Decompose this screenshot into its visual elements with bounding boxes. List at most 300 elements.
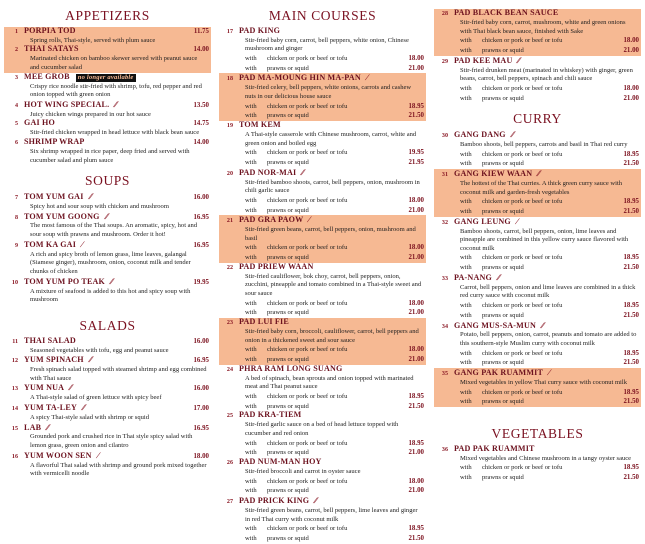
section-heading-section-appetizers: APPETIZERS [65, 8, 150, 23]
option-price: 18.95 [623, 198, 639, 206]
section-heading-section-curry: CURRY [513, 111, 562, 127]
menu-item-options [460, 197, 639, 216]
option-with-label: with [460, 94, 472, 102]
menu-item-name: YUM SPINACH [24, 355, 84, 365]
menu-item-options [245, 243, 424, 262]
option-with-label: with [245, 112, 257, 120]
spicy-chili-icon: / [79, 238, 84, 249]
menu-item-name: TOM KA GAI [24, 239, 77, 249]
menu-item-name-wrap [239, 496, 424, 506]
menu-item-number: 30 [441, 133, 448, 140]
option-price: 21.50 [408, 402, 424, 410]
menu-item [219, 73, 426, 121]
spicy-chili-icon: / [95, 449, 100, 460]
menu-item [219, 27, 426, 74]
menu-item-name-wrap [24, 337, 183, 346]
option-price: 21.00 [408, 64, 424, 72]
menu-item-price: 16.95 [193, 357, 209, 365]
spicy-chili-icon: // [80, 401, 86, 412]
menu-item-name-wrap [24, 73, 209, 82]
menu-item-price: 16.95 [193, 213, 209, 221]
spicy-chili-icon: // [45, 421, 50, 432]
menu-item-description: Stir-fried baby corn, carrot, bell peppers, white onion, Chinese mushroom and ginger [245, 36, 409, 53]
menu-item-price: 16.00 [193, 385, 209, 393]
option-price: 21.50 [623, 264, 639, 272]
option-price: 18.00 [408, 55, 424, 63]
menu-item-header [219, 168, 424, 179]
option-protein-label: prawns or squid [267, 206, 309, 214]
menu-item-option-row [460, 388, 639, 398]
option-with-label: with [245, 55, 257, 63]
menu-item-number: 31 [441, 172, 448, 179]
menu-item-header [4, 138, 209, 148]
menu-item-options [245, 477, 424, 496]
spicy-chili-icon: // [103, 210, 108, 221]
option-with-label: with [460, 398, 472, 406]
menu-item-name-wrap [24, 192, 183, 202]
menu-item-options [245, 54, 424, 73]
menu-item-options [460, 84, 639, 103]
menu-item-option-row [460, 84, 639, 94]
menu-item-number: 26 [226, 459, 233, 466]
menu-item [219, 168, 426, 216]
menu-item-header [4, 119, 209, 129]
menu-item-options [245, 148, 424, 167]
menu-item [219, 411, 426, 458]
menu-item-name-wrap [454, 368, 639, 378]
option-protein-label: chicken or pork or beef or tofu [482, 198, 563, 206]
menu-item-name: GANG LEUNG [454, 216, 511, 226]
menu-item-header [434, 273, 639, 284]
menu-item-name-wrap [454, 217, 639, 227]
option-price: 18.00 [623, 37, 639, 45]
menu-item-option-row [460, 311, 639, 321]
section-spacer [4, 165, 211, 169]
menu-item-option-row [245, 486, 424, 496]
menu-item [4, 383, 211, 403]
menu-item-name: TOM KEM [239, 120, 281, 130]
option-price: 18.95 [623, 388, 639, 396]
option-price: 18.95 [623, 464, 639, 472]
menu-item-header [4, 212, 209, 223]
option-price: 21.00 [408, 254, 424, 262]
option-price: 18.00 [408, 346, 424, 354]
menu-item [219, 458, 426, 496]
menu-item-name: PAD KING [239, 25, 281, 35]
menu-item-description: A Thai-style casserole with Chinese mushroom, carrot, white and green onion and boiled egg [245, 130, 417, 147]
menu-item-description: Carrot, bell peppers, onion and lime leaves are combined in a thick red curry sauce with coconut milk [460, 283, 636, 300]
option-with-label: with [245, 299, 257, 307]
menu-item-name-wrap [454, 130, 639, 140]
menu-item [4, 100, 211, 120]
menu-item-description: Mixed vegetables and Chinese mushroom in a tangy oyster sauce [460, 454, 632, 462]
menu-item [4, 119, 211, 138]
menu-item-description: A Thai-style salad of green lettuce with spicy beef [30, 394, 162, 402]
menu-item-option-row [245, 196, 424, 206]
spicy-chili-icon: / [307, 214, 311, 225]
column-left [0, 0, 215, 499]
menu-item-name: GANG KIEW WAAN [454, 169, 533, 179]
menu-item [4, 45, 211, 72]
option-with-label: with [245, 392, 257, 400]
menu-item-name-wrap [454, 9, 639, 18]
menu-item-number: 22 [226, 264, 233, 271]
option-with-label: with [245, 64, 257, 72]
option-price: 21.00 [408, 309, 424, 317]
menu-item [4, 212, 211, 240]
menu-item-price: 19.95 [193, 278, 209, 286]
menu-item-name-wrap [24, 45, 183, 54]
menu-item-header [219, 365, 424, 375]
menu-item-header [434, 321, 639, 332]
menu-item-price: 17.00 [193, 404, 209, 412]
menu-item-name-wrap [239, 458, 424, 467]
menu-item-name: YUM WOON SEN [24, 450, 92, 460]
option-protein-label: prawns or squid [482, 474, 524, 482]
menu-item-header [434, 169, 639, 180]
menu-item-header [4, 383, 209, 394]
menu-item-name: PAD KRA-TIEM [239, 410, 302, 420]
menu-item-number: 7 [14, 194, 18, 201]
menu-item-description: Stir-fried celery, bell peppers, white onions, carrots and cashew nuts in our delicious house sauce [245, 84, 412, 101]
menu-item-price: 16.00 [193, 337, 209, 345]
option-protein-label: chicken or pork or beef or tofu [482, 302, 563, 310]
spicy-chili-icon: // [113, 98, 118, 109]
option-protein-label: prawns or squid [482, 311, 524, 319]
menu-item-name-wrap [24, 212, 183, 222]
menu-item-description: Stir-fried drunken meat (marinated in whiskey) with ginger, green beans, carrot, bell peppers, spinach and chili sauce [460, 66, 633, 83]
option-price: 18.95 [623, 349, 639, 357]
menu-item-price: 14.75 [193, 120, 209, 128]
menu-item-number: 14 [11, 405, 18, 412]
menu-item-header [434, 445, 639, 455]
menu-item-number: 36 [441, 446, 448, 453]
menu-item-name: PAD PRICK KING [239, 495, 310, 505]
option-price: 18.95 [623, 254, 639, 262]
menu-item-number: 6 [14, 139, 18, 146]
menu-item-number: 34 [441, 323, 448, 330]
menu-item-description: Stir-fried green beans, carrot, bell peppers, onion, mushroom and basil [245, 226, 416, 242]
menu-item [4, 27, 211, 46]
menu-item-header [434, 9, 639, 19]
menu-item-option-row [460, 349, 639, 359]
menu-item-name-wrap [239, 27, 424, 36]
menu-item-number: 35 [441, 371, 448, 378]
menu-item-options [245, 102, 424, 121]
menu-item-description: Spicy hot and sour soup with chicken and mushroom [30, 202, 169, 210]
menu-item-name: YUM NUA [24, 383, 65, 393]
spicy-chili-icon: // [313, 494, 318, 505]
menu-item [219, 496, 426, 544]
menu-item-name-wrap [239, 318, 424, 327]
menu-item-header [434, 130, 639, 141]
option-protein-label: chicken or pork or beef or tofu [267, 439, 348, 447]
option-protein-label: chicken or pork or beef or tofu [267, 149, 348, 157]
menu-item [434, 217, 641, 273]
option-with-label: with [245, 206, 257, 214]
option-protein-label: chicken or pork or beef or tofu [482, 388, 563, 396]
menu-item-header [219, 496, 424, 507]
option-with-label: with [460, 37, 472, 45]
menu-item-name: HOT WING SPECIAL. [24, 99, 110, 109]
menu-item-header [219, 121, 424, 131]
menu-item-number: 4 [14, 102, 18, 109]
menu-item-options [460, 253, 639, 272]
menu-item-name: TOM YUM GOONG [24, 211, 100, 221]
menu-item-name: GANG DANG [454, 130, 506, 140]
option-protein-label: prawns or squid [267, 309, 309, 317]
menu-item [434, 445, 641, 483]
menu-item-header [4, 337, 209, 347]
option-price: 18.95 [408, 439, 424, 447]
menu-item-name-wrap [24, 27, 183, 36]
option-protein-label: chicken or pork or beef or tofu [267, 55, 348, 63]
option-price: 18.00 [408, 196, 424, 204]
menu-item-header [4, 277, 209, 288]
option-price: 21.50 [408, 112, 424, 120]
option-protein-label: prawns or squid [267, 254, 309, 262]
option-protein-label: prawns or squid [482, 94, 524, 102]
section-heading-section-soups: SOUPS [84, 173, 131, 189]
option-price: 18.95 [408, 102, 424, 110]
menu-item-description: Stir-fried garlic sauce on a bed of head lettuce topped with cucumber and red onion [245, 421, 399, 437]
menu-item-description: Stir-fried green beans, carrot, bell peppers, lime leaves and ginger in red Thai curry with coconut milk [245, 506, 418, 523]
menu-item-name: TOM YUM PO TEAK [24, 276, 106, 286]
menu-item-number: 21 [226, 218, 233, 225]
option-with-label: with [460, 150, 472, 158]
spicy-chili-icon: // [509, 129, 515, 140]
menu-item-header [219, 263, 424, 273]
option-protein-label: chicken or pork or beef or tofu [267, 102, 348, 110]
menu-item-header [4, 451, 209, 462]
menu-item-price: 11.75 [193, 27, 209, 35]
option-price: 21.50 [623, 398, 639, 406]
menu-item-price: 14.00 [193, 138, 209, 146]
option-with-label: with [245, 534, 257, 542]
menu-item [4, 355, 211, 383]
menu-item-name: PHRA RAM LONG SUANG [239, 363, 343, 373]
column-right [430, 0, 645, 499]
menu-item-name-wrap [239, 73, 424, 83]
menu-item-options [460, 150, 639, 169]
menu-item-name-wrap [454, 56, 639, 66]
option-with-label: with [460, 264, 472, 272]
option-price: 21.00 [408, 206, 424, 214]
menu-item-header [219, 27, 424, 37]
menu-item-option-row [245, 345, 424, 355]
menu-item-price: 16.95 [193, 424, 209, 432]
menu-item-name: YUM TA-LEY [24, 402, 77, 412]
option-with-label: with [245, 102, 257, 110]
option-price: 21.50 [623, 160, 639, 168]
menu-item-option-row [245, 392, 424, 402]
menu-item-name: PAD NUM-MAN HOY [239, 456, 322, 466]
menu-item-name: PAD BLACK BEAN SAUCE [454, 8, 559, 17]
menu-item-name: PAD PRIEW WAAN [239, 261, 314, 271]
menu-item-name-wrap [24, 355, 183, 365]
option-with-label: with [460, 359, 472, 367]
menu-item-header [4, 423, 209, 434]
menu-item-name: GAI HO [24, 118, 55, 128]
menu-item-price: 16.00 [193, 193, 209, 201]
option-protein-label: prawns or squid [267, 534, 309, 542]
option-protein-label: prawns or squid [267, 64, 309, 72]
menu-item [4, 192, 211, 212]
menu-item-name-wrap [24, 277, 183, 287]
menu-item-description: Crispy rice noodle stir-fried with shrimp, tofu, red pepper and red onion topped with green onion [30, 82, 202, 99]
option-with-label: with [245, 525, 257, 533]
option-with-label: with [460, 388, 472, 396]
menu-item-description: The hottest of the Thai curries. A thick green curry sauce with coconut milk and garden-fresh vegetables [460, 179, 623, 196]
option-price: 21.50 [623, 207, 639, 215]
menu-item-description: Stir-fried bamboo shoots, carrot, bell peppers, onion, mushroom in chili garlic sauce [245, 178, 420, 195]
menu-item-name-wrap [239, 263, 424, 272]
option-with-label: with [460, 302, 472, 310]
option-price: 18.95 [623, 302, 639, 310]
menu-item-number: 24 [226, 366, 233, 373]
menu-item-option-row [460, 46, 639, 56]
menu-item-name: PAD PAK RUAMMIT [454, 443, 535, 453]
option-protein-label: prawns or squid [267, 356, 309, 364]
menu-item-number: 12 [11, 358, 18, 365]
menu-item-option-row [460, 397, 639, 407]
menu-item-number: 29 [441, 58, 448, 65]
menu-item [434, 273, 641, 321]
menu-item-description: Stir-fried baby corn, broccoli, cauliflower, carrot, bell peppers and onion in a thickened sweet and sour sauce [245, 328, 419, 344]
spicy-chili-icon: / [364, 72, 369, 83]
option-price: 18.95 [408, 392, 424, 400]
spicy-chili-icon: // [108, 275, 114, 286]
option-with-label: with [245, 346, 257, 354]
menu-item [219, 318, 426, 365]
menu-item-description: Mixed vegetables in yellow Thai curry sauce with coconut milk [460, 379, 627, 387]
menu-item [4, 73, 211, 100]
menu-item-number: 19 [226, 123, 233, 130]
option-protein-label: chicken or pork or beef or tofu [482, 37, 563, 45]
menu-item [434, 130, 641, 169]
menu-item-option-row [245, 243, 424, 253]
spicy-chili-icon: // [300, 166, 305, 177]
option-price: 21.50 [623, 474, 639, 482]
menu-item-header [219, 73, 424, 84]
menu-item-header [4, 27, 209, 37]
menu-item-number: 5 [14, 121, 18, 128]
menu-item-description: The most famous of the Thai soups. An aromatic, spicy, hot and sour soup with prawns and mushroom. Order it hot! [30, 222, 198, 239]
menu-item-name: PORPIA TOD [24, 25, 76, 35]
spicy-chili-icon: // [87, 190, 92, 201]
menu-item-option-row [245, 299, 424, 309]
option-with-label: with [460, 254, 472, 262]
option-price: 21.50 [408, 534, 424, 542]
option-protein-label: prawns or squid [267, 158, 309, 166]
column-left-inner [0, 0, 215, 479]
spicy-chili-icon: // [495, 271, 501, 282]
menu-item-option-row [245, 148, 424, 158]
menu-item-options [245, 196, 424, 215]
menu-item-header [4, 100, 209, 111]
menu-item-option-row [245, 534, 424, 544]
menu-item-name: PAD MA-MOUNG HIN MA-PAN [239, 73, 361, 83]
menu-item [4, 337, 211, 356]
menu-item-header [219, 411, 424, 421]
menu-item-description: A rich and spicy broth of lemon grass, lime leaves, galangal (Siamese ginger), mushroom, onion, coconut milk and tender chunks of chicken [30, 250, 191, 275]
option-with-label: with [460, 46, 472, 54]
option-with-label: with [245, 196, 257, 204]
menu-item-option-row [460, 36, 639, 46]
menu-item-description: A flavorful Thai salad with shrimp and ground pork mixed together with vermicelli noodle [30, 461, 207, 478]
menu-item-number: 15 [11, 425, 18, 432]
menu-item-number: 23 [226, 320, 233, 327]
menu-item-name: GANG MUS-SA-MUN [454, 320, 537, 330]
menu-item-header [4, 73, 209, 83]
option-protein-label: prawns or squid [482, 359, 524, 367]
section-heading-section-main-courses: MAIN COURSES [268, 8, 377, 23]
option-protein-label: chicken or pork or beef or tofu [267, 299, 348, 307]
menu-item-name-wrap [454, 169, 639, 179]
option-with-label: with [245, 449, 257, 457]
menu-item [4, 423, 211, 451]
option-price: 21.50 [623, 359, 639, 367]
spicy-chili-icon: // [536, 168, 541, 179]
option-with-label: with [460, 311, 472, 319]
menu-item-name: GANG PAK RUAMMIT [454, 368, 544, 378]
option-with-label: with [245, 309, 257, 317]
option-protein-label: chicken or pork or beef or tofu [482, 84, 563, 92]
menu-item [434, 321, 641, 369]
option-protein-label: chicken or pork or beef or tofu [267, 196, 348, 204]
menu-item-options [245, 345, 424, 364]
menu-item-price: 16.95 [193, 241, 209, 249]
menu-item-option-row [460, 263, 639, 273]
option-with-label: with [460, 464, 472, 472]
menu-item-name-wrap [454, 273, 639, 283]
menu-item-header [219, 458, 424, 468]
spicy-chili-icon: // [68, 382, 73, 393]
menu-item-option-row [460, 473, 639, 483]
unavailable-badge: no longer available [77, 73, 134, 81]
menu-item-description: Bamboo shoots, carrot, bell peppers, onion, lime leaves and pineapple are combined in this yellow curry sauce flavored with coconut milk [460, 227, 629, 252]
menu-item-name: PA-NANG [454, 272, 492, 282]
option-protein-label: prawns or squid [482, 207, 524, 215]
option-with-label: with [245, 356, 257, 364]
spicy-chili-icon: / [514, 215, 519, 226]
menu-item-name-wrap [24, 423, 183, 433]
option-price: 19.95 [408, 149, 424, 157]
option-price: 18.00 [408, 477, 424, 485]
option-protein-label: prawns or squid [482, 46, 524, 54]
menu-item-name: TOM YUM GAI [24, 191, 84, 201]
section-heading-section-vegetables: VEGETABLES [491, 426, 584, 442]
menu-item-number: 20 [226, 170, 233, 177]
option-protein-label: chicken or pork or beef or tofu [267, 525, 348, 533]
menu-item-description: Grounded pork and crushed rice in Thai style spicy salad with lemon grass, green onion and cilantro [30, 433, 193, 450]
option-protein-label: prawns or squid [267, 449, 309, 457]
section-heading-section-salads: SALADS [79, 317, 136, 333]
menu-item-options [460, 463, 639, 482]
option-with-label: with [460, 84, 472, 92]
menu-item-description: Stir-fried baby corn, carrot, mushroom, white and green onions with Thai black bean sauce, finished with Sake [460, 18, 626, 35]
option-price: 21.95 [408, 158, 424, 166]
menu-item-name: LAB [24, 422, 42, 432]
option-with-label: with [245, 158, 257, 166]
menu-item-name-wrap [24, 403, 183, 413]
menu-item-number: 9 [14, 242, 18, 249]
option-protein-label: prawns or squid [482, 160, 524, 168]
menu-item [219, 121, 426, 168]
menu-item-options [245, 524, 424, 543]
option-with-label: with [245, 487, 257, 495]
menu-item-number: 25 [226, 413, 233, 420]
